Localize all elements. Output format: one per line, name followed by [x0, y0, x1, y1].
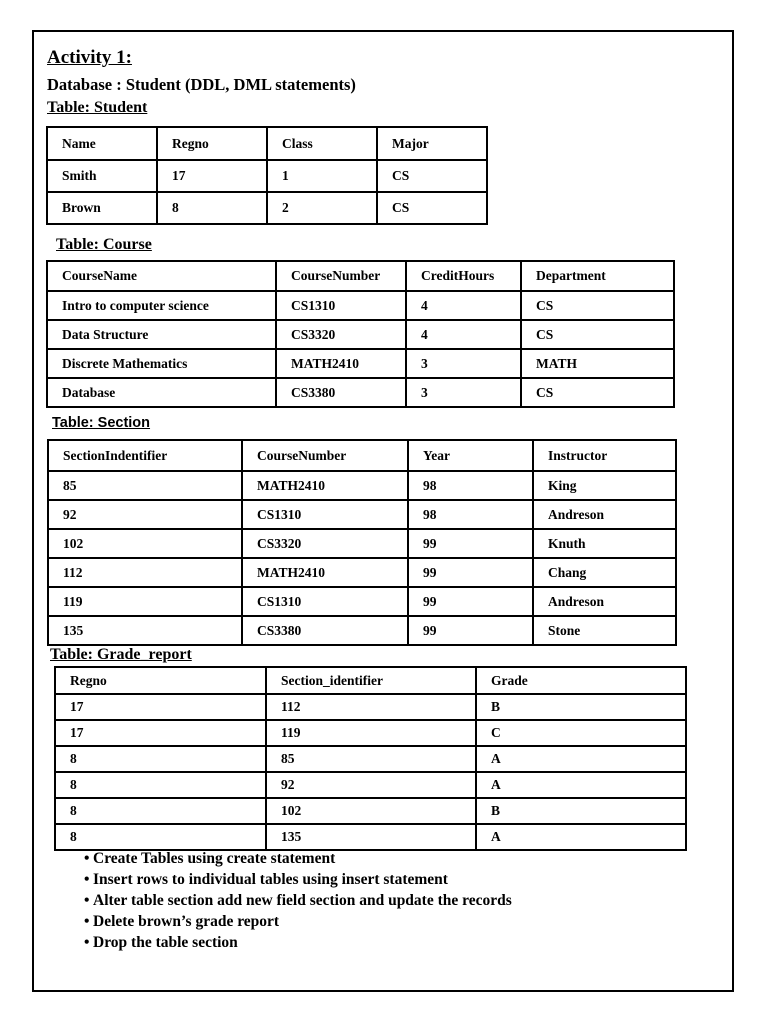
table-row — [48, 616, 676, 645]
table-header-cell: CourseNumber — [242, 440, 408, 471]
table-row — [47, 320, 674, 349]
table-row — [55, 798, 686, 824]
table-cell: CS — [377, 192, 487, 224]
table-row — [47, 291, 674, 320]
task-text: Drop the table section — [93, 934, 238, 951]
table-cell: Stone — [533, 616, 676, 645]
task-list — [84, 848, 512, 953]
table-row — [48, 558, 676, 587]
table-cell: Database — [47, 378, 276, 407]
table-cell: 17 — [55, 694, 266, 720]
table-header-cell: CreditHours — [406, 261, 521, 291]
table-header-cell: Regno — [55, 667, 266, 694]
table-header-row — [47, 261, 674, 291]
table-cell: B — [476, 798, 686, 824]
table-cell: B — [476, 694, 686, 720]
table-cell: 17 — [157, 160, 267, 192]
table-cell: 119 — [48, 587, 242, 616]
course-table-title: Table: Course — [56, 236, 152, 253]
table-cell: 98 — [408, 500, 533, 529]
table-row — [55, 824, 686, 850]
section-table — [47, 439, 677, 646]
table-cell: MATH — [521, 349, 674, 378]
table-cell: 102 — [266, 798, 476, 824]
table-cell: A — [476, 746, 686, 772]
task-item — [84, 869, 512, 890]
table-row — [48, 529, 676, 558]
table-header-cell: Section_identifier — [266, 667, 476, 694]
table-cell: 99 — [408, 529, 533, 558]
table-cell: 135 — [266, 824, 476, 850]
table-header-cell: CourseNumber — [276, 261, 406, 291]
table-cell: Smith — [47, 160, 157, 192]
table-cell: 4 — [406, 291, 521, 320]
table-header-cell: SectionIndentifier — [48, 440, 242, 471]
table-header-cell: Class — [267, 127, 377, 160]
table-header-cell: Major — [377, 127, 487, 160]
table-row — [55, 746, 686, 772]
table-cell: CS3380 — [242, 616, 408, 645]
table-cell: 119 — [266, 720, 476, 746]
table-header-cell: Instructor — [533, 440, 676, 471]
table-header-cell: Department — [521, 261, 674, 291]
table-cell: 4 — [406, 320, 521, 349]
table-cell: CS — [521, 378, 674, 407]
table-cell: C — [476, 720, 686, 746]
task-text: Create Tables using create statement — [93, 850, 336, 867]
table-cell: 8 — [55, 798, 266, 824]
table-row — [55, 720, 686, 746]
grade-report-table-title: Table: Grade_report — [50, 646, 192, 663]
table-row — [48, 587, 676, 616]
table-cell: 8 — [157, 192, 267, 224]
table-cell: 2 — [267, 192, 377, 224]
table-cell: A — [476, 772, 686, 798]
table-header-cell: Grade — [476, 667, 686, 694]
course-table — [46, 260, 675, 408]
table-header-cell: Regno — [157, 127, 267, 160]
table-header-row — [48, 440, 676, 471]
database-description: Database : Student (DDL, DML statements) — [47, 75, 356, 94]
task-item — [84, 890, 512, 911]
bullet-icon: • — [84, 934, 90, 951]
bullet-icon: • — [84, 850, 90, 867]
table-cell: Andreson — [533, 587, 676, 616]
grade-report-table — [54, 666, 687, 851]
bullet-icon: • — [84, 892, 90, 909]
task-item — [84, 848, 512, 869]
table-cell: CS1310 — [242, 587, 408, 616]
table-cell: 1 — [267, 160, 377, 192]
task-text: Alter table section add new field section and update the records — [93, 892, 512, 909]
table-cell: 98 — [408, 471, 533, 500]
bullet-icon: • — [84, 871, 90, 888]
student-table — [46, 126, 488, 225]
activity-title: Activity 1: — [47, 47, 132, 68]
table-header-cell: Name — [47, 127, 157, 160]
table-cell: 8 — [55, 824, 266, 850]
table-cell: Discrete Mathematics — [47, 349, 276, 378]
table-cell: Knuth — [533, 529, 676, 558]
table-cell: 99 — [408, 616, 533, 645]
table-cell: 112 — [48, 558, 242, 587]
table-cell: Andreson — [533, 500, 676, 529]
task-text: Insert rows to individual tables using insert statement — [93, 871, 448, 888]
task-item — [84, 932, 512, 953]
table-header-row — [55, 667, 686, 694]
table-cell: MATH2410 — [242, 471, 408, 500]
task-text: Delete brown’s grade report — [93, 913, 280, 930]
student-table-title: Table: Student — [47, 99, 148, 116]
table-cell: CS — [521, 320, 674, 349]
table-cell: King — [533, 471, 676, 500]
table-cell: 8 — [55, 772, 266, 798]
table-row — [55, 772, 686, 798]
table-cell: Brown — [47, 192, 157, 224]
table-cell: CS — [521, 291, 674, 320]
table-cell: 17 — [55, 720, 266, 746]
table-row — [48, 471, 676, 500]
table-row — [55, 694, 686, 720]
table-cell: CS1310 — [242, 500, 408, 529]
table-cell: 112 — [266, 694, 476, 720]
table-row — [47, 349, 674, 378]
table-cell: A — [476, 824, 686, 850]
table-cell: 8 — [55, 746, 266, 772]
table-cell: 3 — [406, 349, 521, 378]
table-row — [47, 160, 487, 192]
table-row — [48, 500, 676, 529]
table-cell: CS — [377, 160, 487, 192]
table-header-cell: CourseName — [47, 261, 276, 291]
table-row — [47, 378, 674, 407]
table-cell: MATH2410 — [276, 349, 406, 378]
table-cell: 99 — [408, 558, 533, 587]
table-header-cell: Year — [408, 440, 533, 471]
section-table-title: Table: Section — [52, 415, 151, 431]
table-cell: Chang — [533, 558, 676, 587]
table-cell: CS3320 — [276, 320, 406, 349]
table-cell: 85 — [48, 471, 242, 500]
table-cell: MATH2410 — [242, 558, 408, 587]
table-cell: Intro to computer science — [47, 291, 276, 320]
table-cell: 92 — [48, 500, 242, 529]
table-cell: CS3380 — [276, 378, 406, 407]
table-row — [47, 192, 487, 224]
bullet-icon: • — [84, 913, 90, 930]
table-cell: 135 — [48, 616, 242, 645]
table-cell: CS1310 — [276, 291, 406, 320]
table-cell: 92 — [266, 772, 476, 798]
table-header-row — [47, 127, 487, 160]
table-cell: 99 — [408, 587, 533, 616]
table-cell: CS3320 — [242, 529, 408, 558]
table-cell: 102 — [48, 529, 242, 558]
table-cell: Data Structure — [47, 320, 276, 349]
task-item — [84, 911, 512, 932]
table-cell: 3 — [406, 378, 521, 407]
table-cell: 85 — [266, 746, 476, 772]
